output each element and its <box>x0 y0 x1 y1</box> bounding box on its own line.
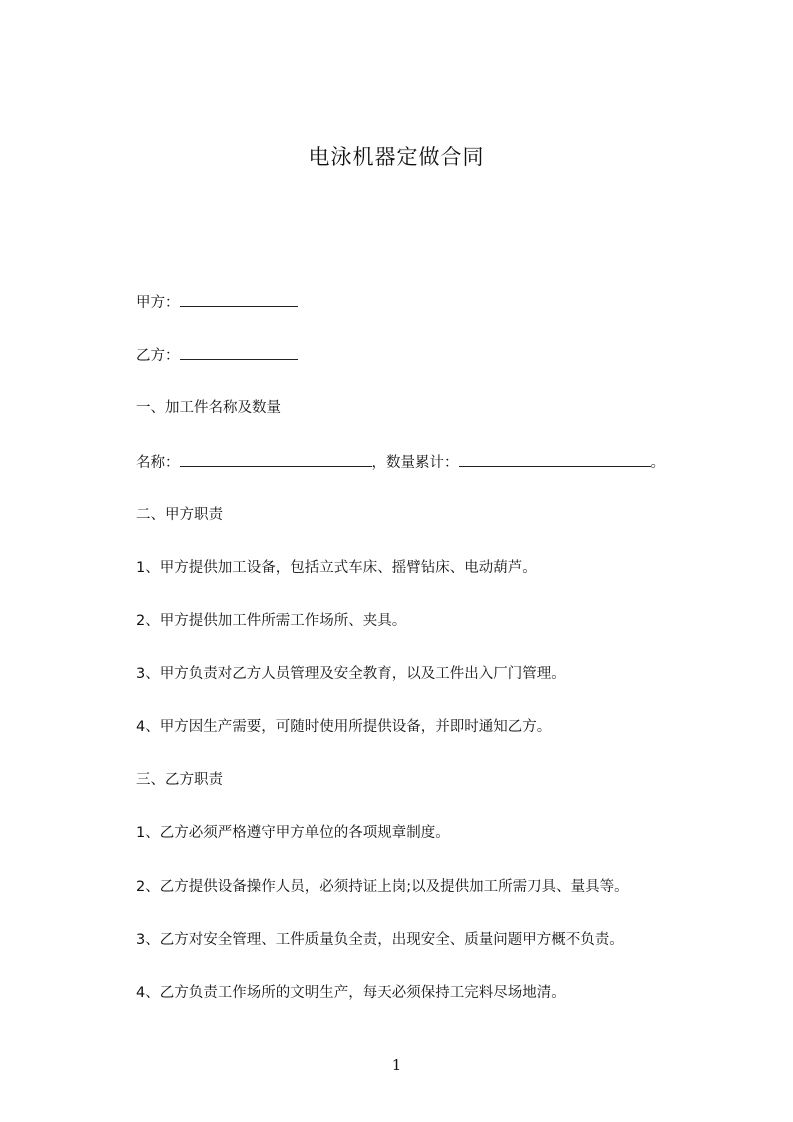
section-2-item: 4、甲方因生产需要，可随时使用所提供设备，并即时通知乙方。 <box>136 719 552 735</box>
section-2-item: 3、甲方负责对乙方人员管理及安全教育，以及工件出入厂门管理。 <box>136 666 566 682</box>
quantity-label: ，数量累计： <box>371 455 459 471</box>
section-3-item: 1、乙方必须严格遵守甲方单位的各项规章制度。 <box>136 825 450 841</box>
line-end-mark: 。 <box>650 455 665 471</box>
contract-title: 电泳机器定做合同 <box>308 145 485 169</box>
party-a-label: 甲方： <box>136 295 180 311</box>
item-name-blank <box>180 452 372 467</box>
item-name-quantity-line <box>136 452 665 473</box>
section-1-heading: 一、加工件名称及数量 <box>136 400 281 416</box>
section-3-item: 3、乙方对安全管理、工件质量负全责，出现安全、质量问题甲方概不负责。 <box>136 932 624 948</box>
section-3-item: 4、乙方负责工作场所的文明生产，每天必须保持工完料尽场地清。 <box>136 985 566 1001</box>
section-3-heading: 三、乙方职责 <box>136 772 223 788</box>
quantity-blank <box>459 452 651 467</box>
section-3-item: 2、乙方提供设备操作人员，必须持证上岗;以及提供加工所需刀具、量具等。 <box>136 879 629 895</box>
party-a-blank <box>180 292 298 307</box>
page-number: 1 <box>391 1056 402 1074</box>
party-a-line <box>136 292 298 313</box>
party-b-line <box>136 345 298 366</box>
item-name-label: 名称： <box>136 455 180 471</box>
section-2-heading: 二、甲方职责 <box>136 507 223 523</box>
section-2-item: 2、甲方提供加工件所需工作场所、夹具。 <box>136 613 407 629</box>
party-b-blank <box>180 345 298 360</box>
section-2-item: 1、甲方提供加工设备，包括立式车床、摇臂钻床、电动葫芦。 <box>136 560 537 576</box>
party-b-label: 乙方： <box>136 348 180 364</box>
